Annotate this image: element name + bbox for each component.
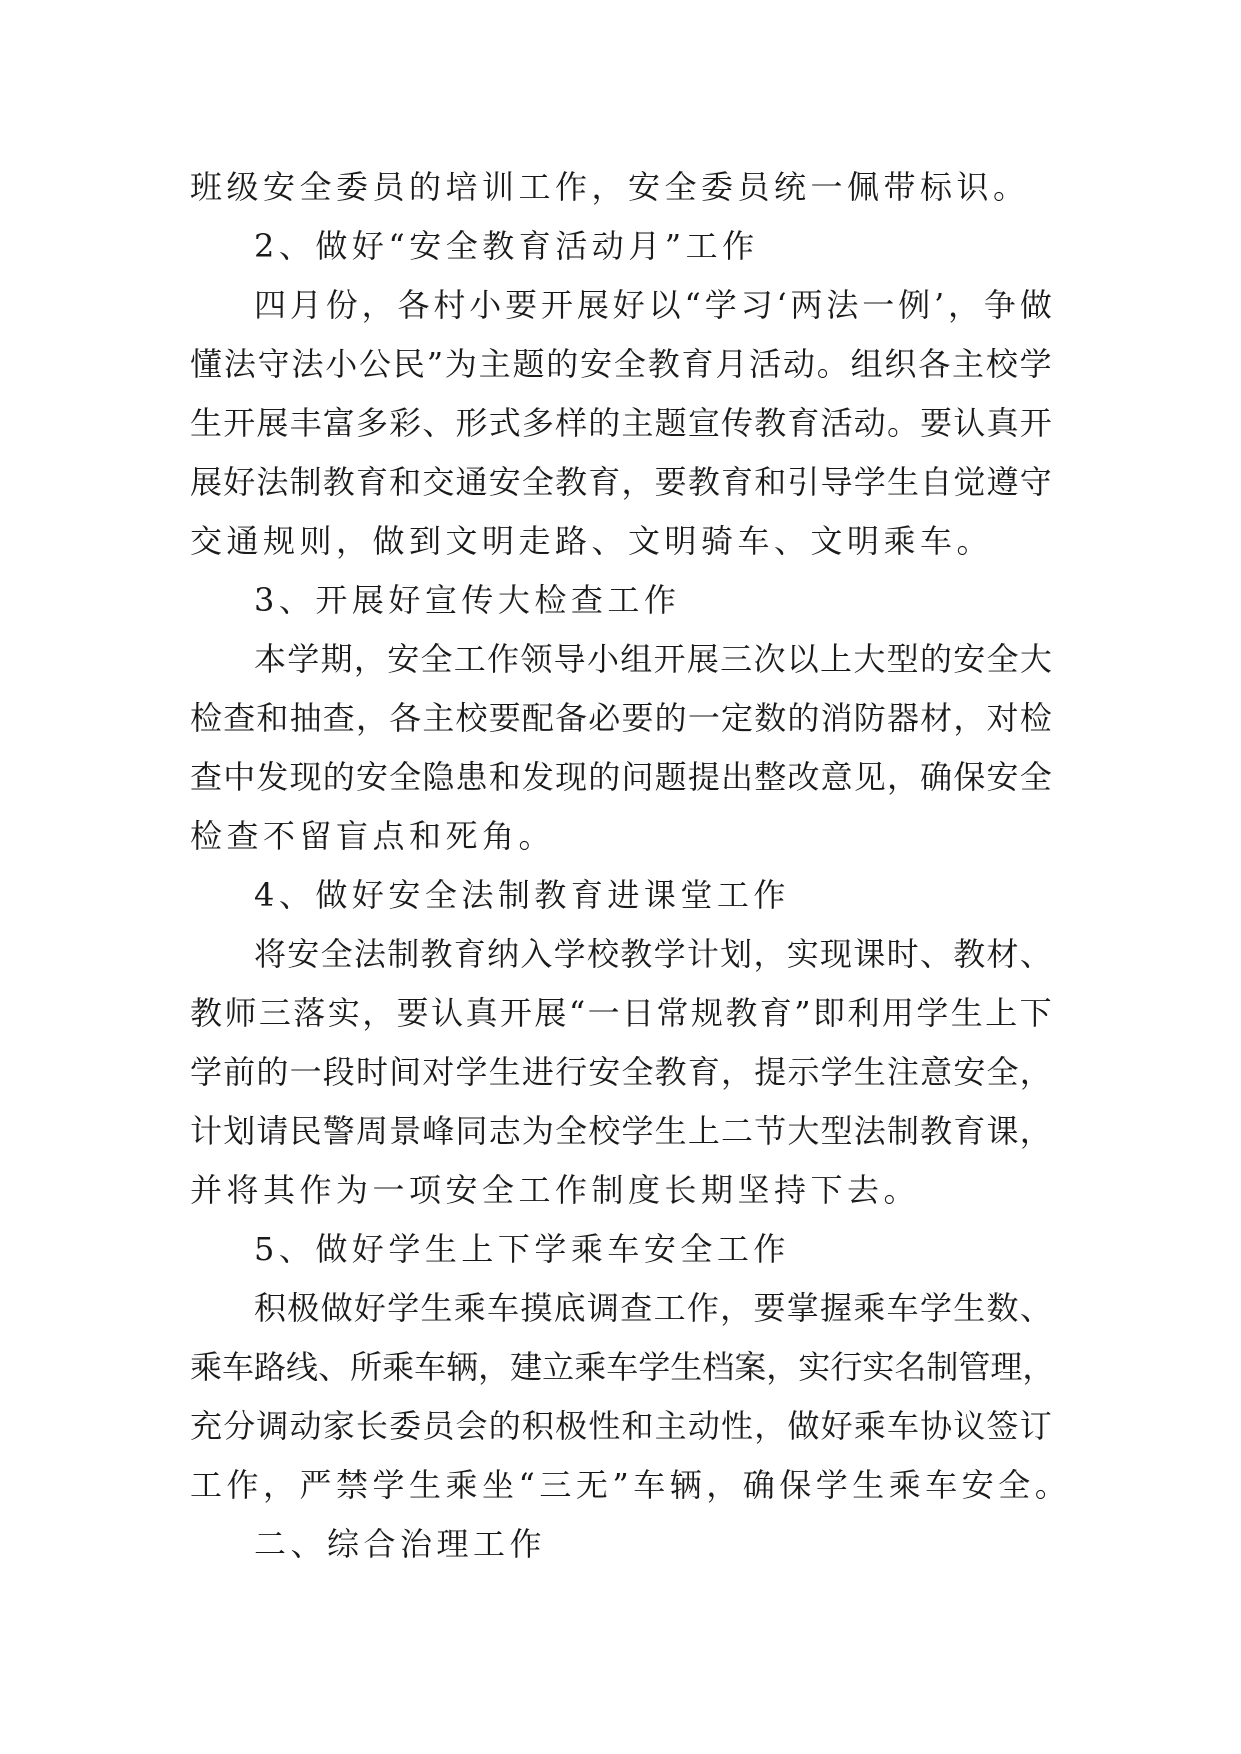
text-line: 交通规则，做到文明走路、文明骑车、文明乘车。 xyxy=(190,522,994,560)
text-line: 本 学 期 ， 安 全 工 作 领 导 小 组 开 展 三 次 以 上 大 型 的 安 全 大 xyxy=(254,640,1052,678)
text-line: 检 查 和 抽 查 ， 各 主 校 要 配 备 必 要 的 一 定 数 的 消 防 器 材 ， 对 检 xyxy=(190,699,1052,737)
text-line: 班级安全委员的培训工作，安全委员统一佩带标识。 xyxy=(190,168,1030,206)
text-line: 查 中 发 现 的 安 全 隐 患 和 发 现 的 问 题 提 出 整 改 意 见 ， 确 保 安 全 xyxy=(190,758,1052,796)
text-line: 并将其作为一项安全工作制度长期坚持下去。 xyxy=(190,1171,921,1209)
text-line: 将 安 全 法 制 教 育 纳 入 学 校 教 学 计 划 ， 实 现 课 时 、 教 材 、 xyxy=(254,935,1052,973)
text-line: 懂 法 守 法 小 公 民 ” 为 主 题 的 安 全 教 育 月 活 动 。 组 织 各 主 校 学 xyxy=(190,345,1052,383)
text-line: 工作，严禁学生乘坐“三无”车辆，确保学生乘车安全。 xyxy=(190,1466,1072,1504)
section-heading: 4、做好安全法制教育进课堂工作 xyxy=(254,876,790,914)
text-line: 检查不留盲点和死角。 xyxy=(190,817,556,855)
text-line: 乘 车 路 线 、 所 乘 车 辆 ， 建 立 乘 车 学 生 档 案 ， 实 行 实 名 制 管 理 ， xyxy=(190,1348,1055,1386)
text-line: 充 分 调 动 家 长 委 员 会 的 积 极 性 和 主 动 性 ， 做 好 乘 车 协 议 签 订 xyxy=(190,1407,1052,1445)
text-line: 四 月 份 ， 各 村 小 要 开 展 好 以 “ 学 习 ‘ 两 法 一 例 ’ ， 争 做 xyxy=(254,286,1052,324)
section-heading: 二、综合治理工作 xyxy=(254,1525,547,1563)
text-line: 学 前 的 一 段 时 间 对 学 生 进 行 安 全 教 育 ， 提 示 学 生 注 意 安 全 ， xyxy=(190,1053,1052,1091)
text-line: 生 开 展 丰 富 多 彩 、 形 式 多 样 的 主 题 宣 传 教 育 活 动 。 要 认 真 开 xyxy=(190,404,1052,442)
text-line: 计 划 请 民 警 周 景 峰 同 志 为 全 校 学 生 上 二 节 大 型 法 制 教 育 课 ， xyxy=(190,1112,1052,1150)
text-line: 积 极 做 好 学 生 乘 车 摸 底 调 查 工 作 ， 要 掌 握 乘 车 学 生 数 、 xyxy=(254,1289,1052,1327)
section-heading: 5、做好学生上下学乘车安全工作 xyxy=(254,1230,790,1268)
section-heading: 3、开展好宣传大检查工作 xyxy=(254,581,681,619)
document-body xyxy=(190,158,1072,1574)
text-line: 教 师 三 落 实 ， 要 认 真 开 展 “ 一 日 常 规 教 育 ” 即 利 用 学 生 上 下 xyxy=(190,994,1052,1032)
section-heading: 2、做好“安全教育活动月”工作 xyxy=(254,227,759,265)
text-line: 展 好 法 制 教 育 和 交 通 安 全 教 育 ， 要 教 育 和 引 导 学 生 自 觉 遵 守 xyxy=(190,463,1052,501)
